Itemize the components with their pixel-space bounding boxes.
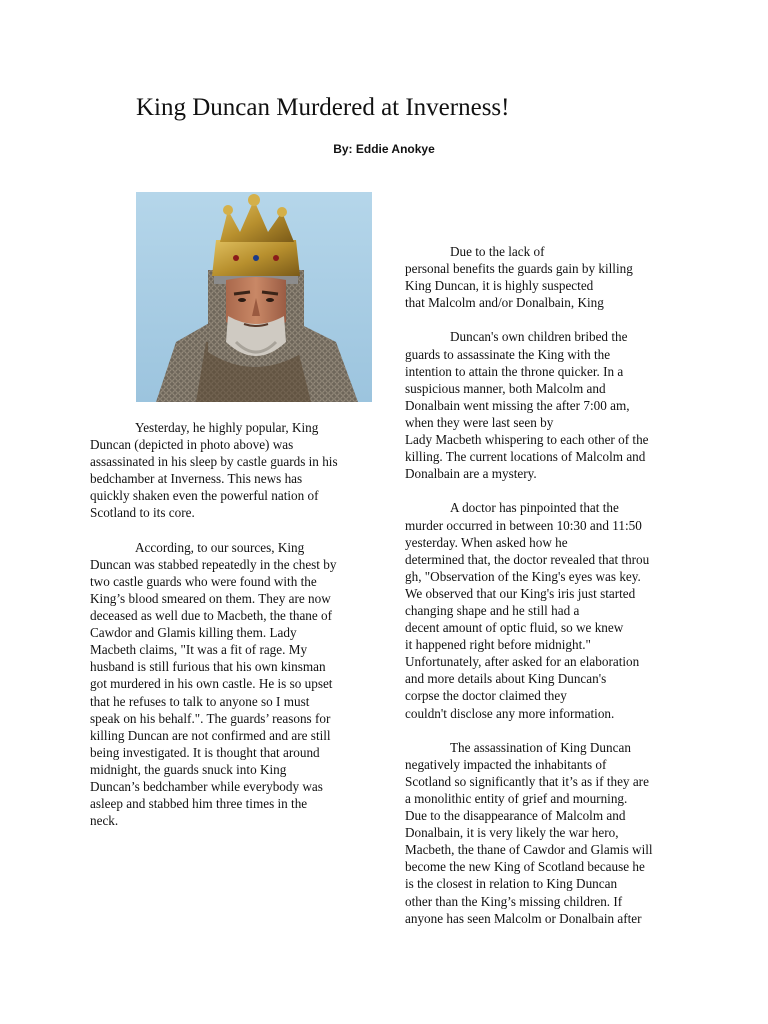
text-line: guards to assassinate the King with the <box>405 346 611 362</box>
text-line: According, to our sources, King <box>135 539 305 555</box>
text-line: A doctor has pinpointed that the <box>450 500 619 516</box>
article-title: King Duncan Murdered at Inverness! <box>136 94 510 121</box>
text-line: determined that, the doctor revealed that throu <box>405 551 650 567</box>
text-line: Lady Macbeth whispering to each other of the <box>405 432 649 448</box>
text-line: Scotland to its core. <box>90 505 195 521</box>
text-line: a monolithic entity of grief and mourning. <box>405 791 628 806</box>
text-line: murder occurred in between 10:30 and 11:50 <box>405 517 642 533</box>
article-paragraph <box>405 499 681 721</box>
text-line: corpse the doctor claimed they <box>405 688 567 704</box>
text-line: Duncan's own children bribed the <box>450 329 628 345</box>
text-line: intention to attain the throne quicker. In a <box>405 363 624 379</box>
article-paragraph <box>405 243 681 311</box>
text-line: Cawdor and Glamis killing them. Lady <box>90 625 297 641</box>
text-line: other than the King’s missing children. If <box>405 893 623 909</box>
text-line: that Malcolm and/or Donalbain, King <box>405 295 604 311</box>
text-line: personal benefits the guards gain by killing <box>405 261 633 277</box>
text-line: that he refuses to talk to anyone so I must <box>90 693 310 709</box>
text-line: Macbeth, the thane of Cawdor and Glamis will <box>405 842 653 858</box>
text-line: Scotland so significantly that it’s as if they are <box>405 773 649 789</box>
text-line: Donalbain went missing the after 7:00 am, <box>405 397 630 413</box>
text-line: midnight, the guards snuck into King <box>90 761 287 777</box>
text-line: suspicious manner, both Malcolm and <box>405 380 606 396</box>
text-line: and more details about King Duncan's <box>405 671 607 687</box>
text-line: bedchamber at Inverness. This news has <box>90 471 303 487</box>
article-paragraph <box>405 739 681 927</box>
text-line: Duncan was stabbed repeatedly in the chest by <box>90 556 337 572</box>
text-line: We observed that our King's iris just started <box>405 585 636 601</box>
text-line: The assassination of King Duncan <box>450 739 631 755</box>
article-paragraph <box>405 328 681 482</box>
text-line: Donalbain, it is very likely the war hero, <box>405 825 619 841</box>
text-line: negatively impacted the inhabitants of <box>405 756 607 772</box>
text-line: Due to the disappearance of Malcolm and <box>405 808 626 824</box>
text-line: quickly shaken even the powerful nation of <box>90 488 319 504</box>
text-line: Yesterday, he highly popular, King <box>135 420 319 435</box>
text-line: King’s blood smeared on them. They are now <box>90 590 331 606</box>
text-line: Macbeth claims, "It was a fit of rage. My <box>90 642 308 658</box>
left-column <box>90 419 366 846</box>
text-line: Duncan’s bedchamber while everybody was <box>90 778 323 794</box>
text-line: deceased as well due to Macbeth, the thane of <box>90 608 333 624</box>
text-line: it happened right before midnight." <box>405 637 591 653</box>
text-line: Donalbain are a mystery. <box>405 466 537 482</box>
text-line: Duncan (depicted in photo above) was <box>90 437 294 453</box>
text-line: killing Duncan are not confirmed and are still <box>90 727 331 743</box>
text-line: is the closest in relation to King Duncan <box>405 876 618 892</box>
text-line: two castle guards who were found with the <box>90 573 317 589</box>
article-paragraph <box>90 539 366 830</box>
text-line: decent amount of optic fluid, so we knew <box>405 620 624 636</box>
text-line: changing shape and he still had a <box>405 602 580 618</box>
text-line: assassinated in his sleep by castle guards in his <box>90 454 338 470</box>
text-line: asleep and stabbed him three times in the <box>90 796 308 812</box>
text-line: anyone has seen Malcolm or Donalbain after <box>405 910 642 926</box>
text-line: speak on his behalf.". The guards’ reasons for <box>90 710 331 726</box>
byline: By: Eddie Anokye <box>333 142 435 156</box>
text-line: couldn't disclose any more information. <box>405 705 615 721</box>
text-line: Due to the lack of <box>450 244 545 259</box>
text-line: yesterday. When asked how he <box>405 534 568 550</box>
text-line: gh, "Observation of the King's eyes was key. <box>405 568 641 584</box>
text-line: killing. The current locations of Malcolm and <box>405 449 646 465</box>
text-line: got murdered in his own castle. He is so upset <box>90 676 333 692</box>
article-paragraph <box>90 419 366 522</box>
text-line: being investigated. It is thought that around <box>90 744 320 760</box>
text-line: King Duncan, it is highly suspected <box>405 278 594 294</box>
text-line: become the new King of Scotland because he <box>405 859 645 875</box>
text-line: Unfortunately, after asked for an elaboration <box>405 654 640 670</box>
king-photo <box>136 192 372 402</box>
right-column <box>405 243 681 944</box>
text-line: neck. <box>90 813 119 829</box>
text-line: husband is still furious that his own kinsman <box>90 659 326 675</box>
text-line: when they were last seen by <box>405 414 554 430</box>
